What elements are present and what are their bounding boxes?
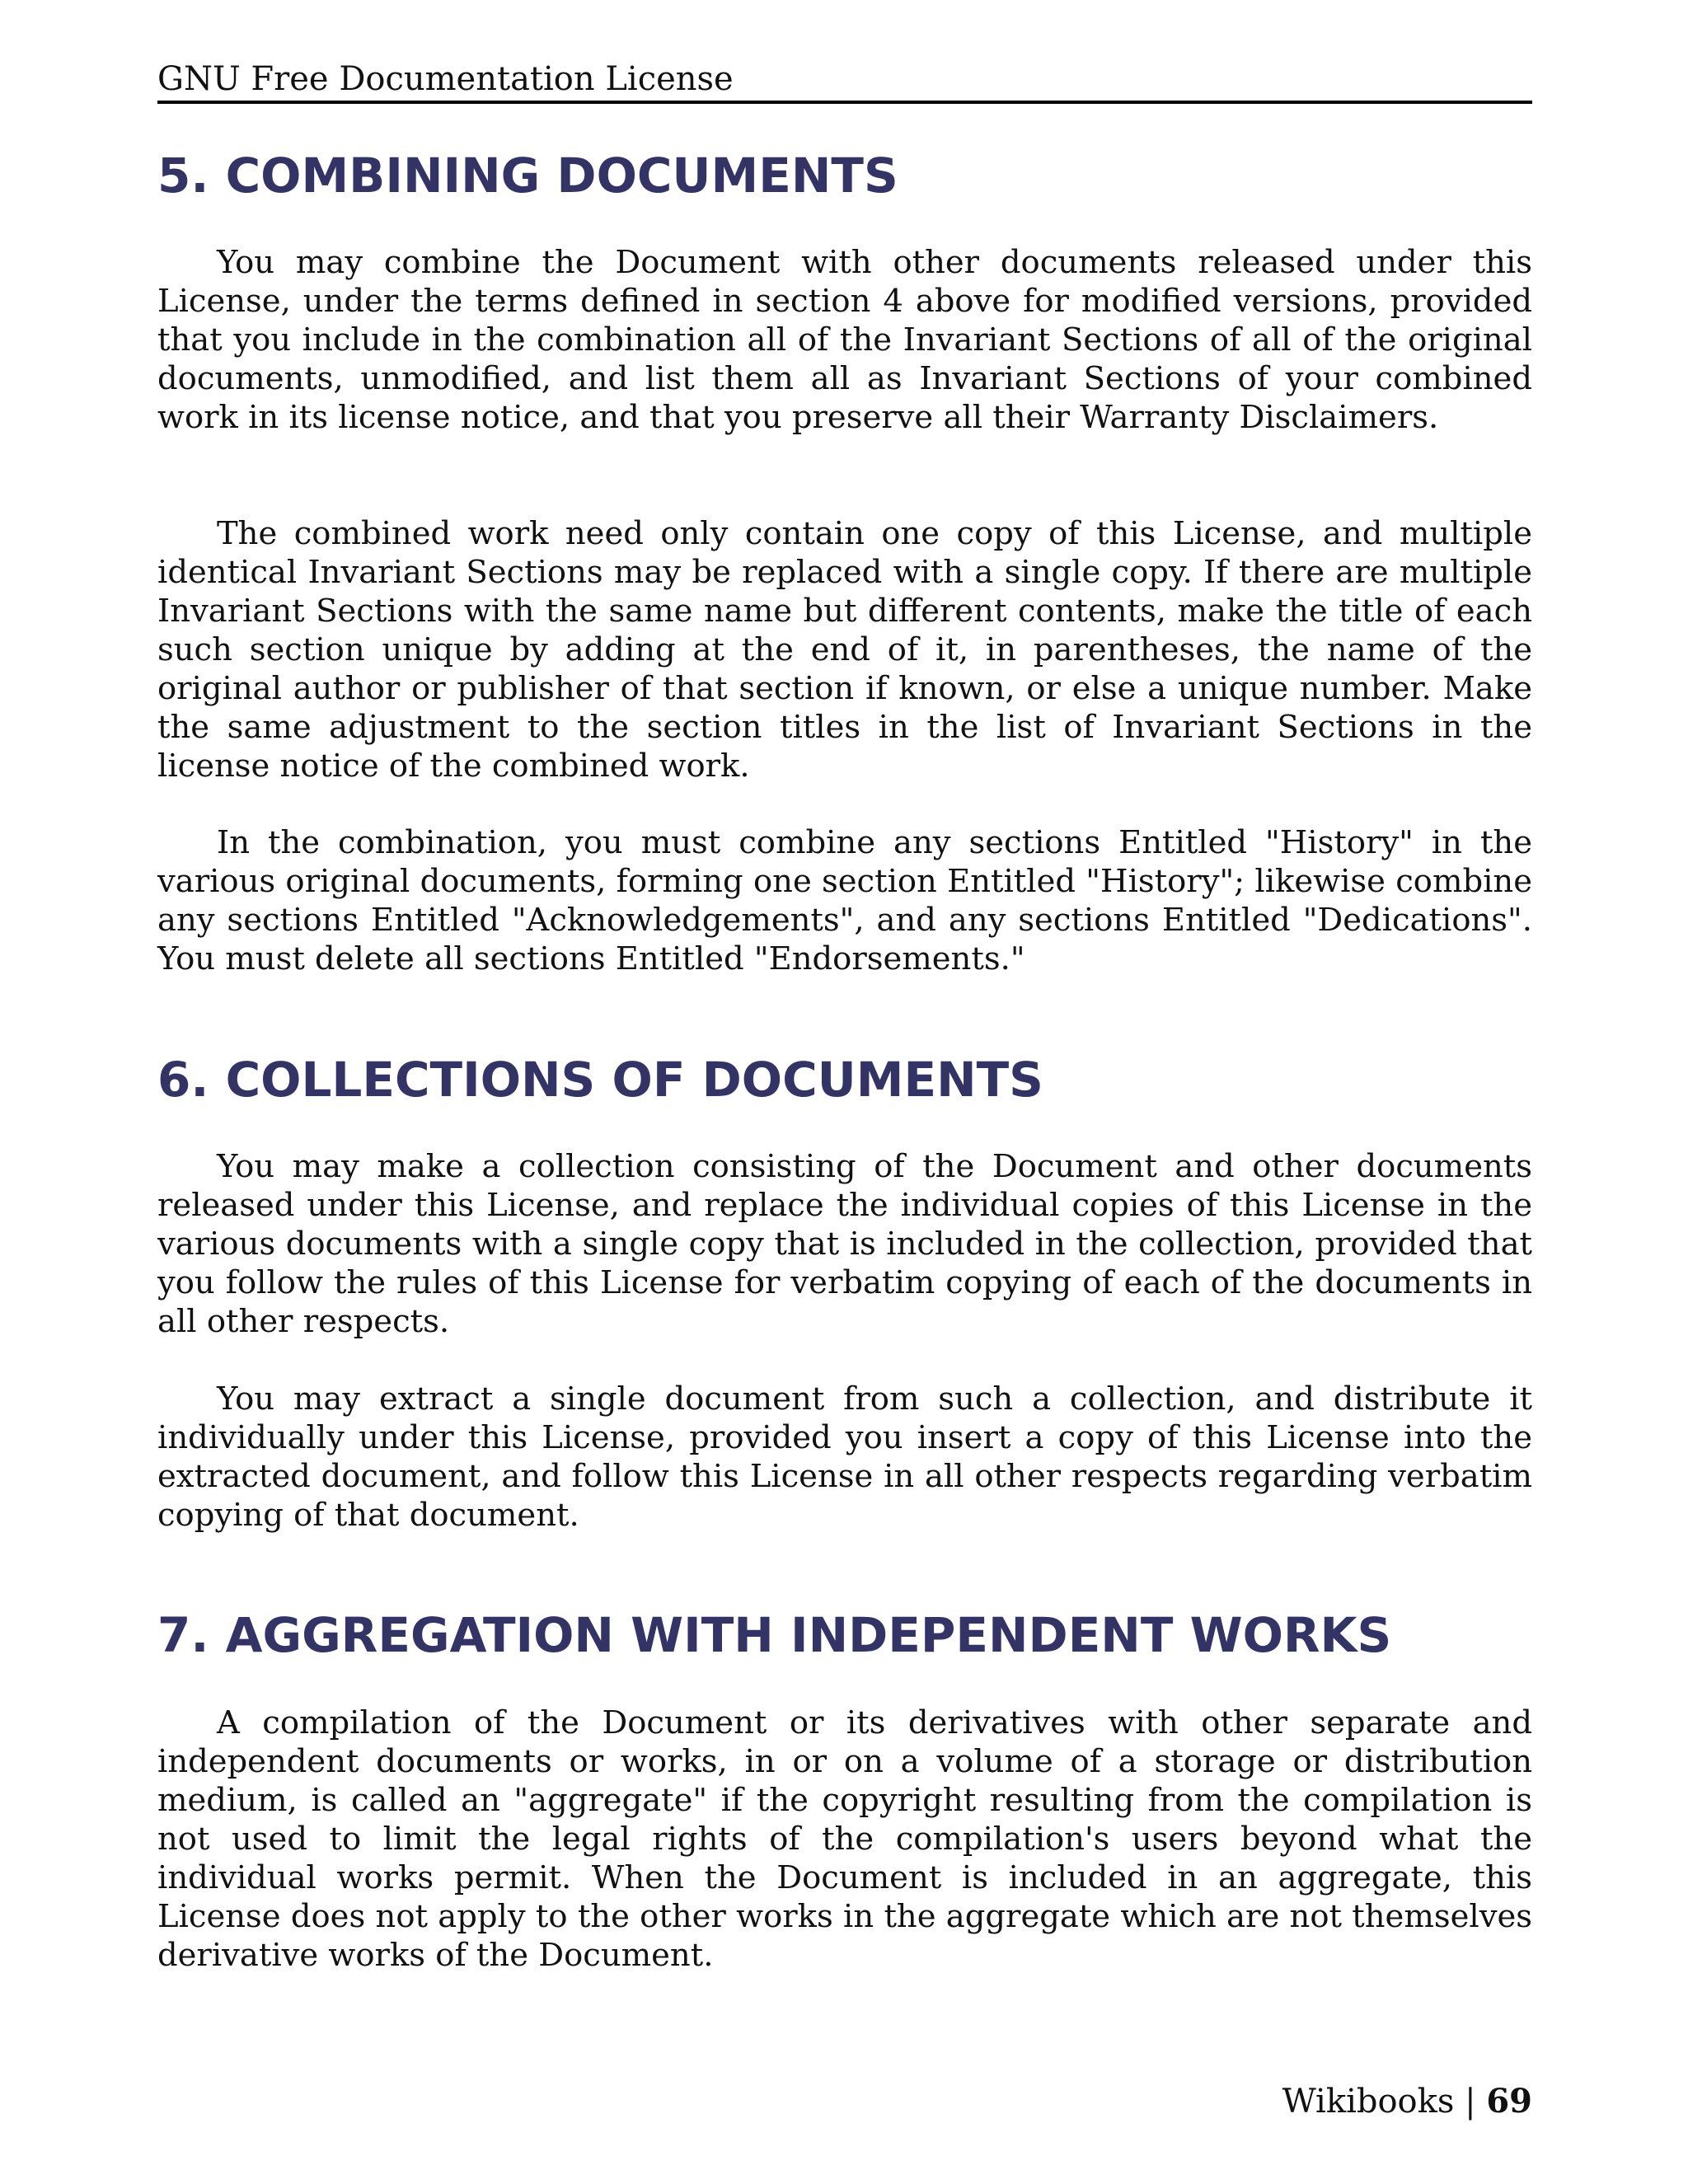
paragraph: You may make a collection consisting of the Document and other documents released under this License, and replace the individual copies of this License in the various documents with a single copy that is included in the collection, provided that you follow the rules of this License for verbatim copying of each of the documents in all other respects.: [157, 1148, 1532, 1340]
footer-separator: |: [1465, 2083, 1476, 2121]
section-title-aggregation: 7. AGGREGATION WITH INDEPENDENT WORKS: [157, 1607, 1392, 1663]
paragraph: In the combination, you must combine any sections Entitled "History" in the various original documents, forming one section Entitled "History"; likewise combine any sections Entitled "Acknowledgements", and any sections Entitled "Dedications". You must delete all sections Entitled "Endorsements.": [157, 824, 1532, 977]
section-title-collections-of-documents: 6. COLLECTIONS OF DOCUMENTS: [157, 1052, 1043, 1108]
paragraph: You may combine the Document with other documents released under this License, under the terms defined in section 4 above for modified versions, provided that you include in the combination all of the Invariant Sections of all of the original documents, unmodified, and list them all as Invariant Sections of your combined work in its license notice, and that you preserve all their Warranty Disclaimers.: [157, 244, 1532, 436]
paragraph: You may extract a single document from such a collection, and distribute it individually under this License, provided you insert a copy of this License into the extracted document, and follow this License in all other respects regarding verbatim copying of that document.: [157, 1380, 1532, 1534]
page-number: 69: [1486, 2082, 1532, 2121]
paragraph: A compilation of the Document or its derivatives with other separate and independent documents or works, in or on a volume of a storage or distribution medium, is called an "aggregate" if the copyright resulting from the compilation is not used to limit the legal rights of the compilation's users beyond what the individual works permit. When the Document is included in an aggregate, this License does not apply to the other works in the aggregate which are not themselves derivative works of the Document.: [157, 1704, 1532, 1974]
paragraph: The combined work need only contain one copy of this License, and multiple identical Invariant Sections may be replaced with a single copy. If there are multiple Invariant Sections with the same name but different contents, make the title of each such section unique by adding at the end of it, in parentheses, the name of the original author or publisher of that section if known, or else a unique number. Make the same adjustment to the section titles in the list of Invariant Sections in the license notice of the combined work.: [157, 515, 1532, 785]
section-title-combining-documents: 5. COMBINING DOCUMENTS: [157, 148, 898, 204]
page-footer: [1282, 2081, 1532, 2122]
running-header: GNU Free Documentation License: [157, 54, 1532, 104]
footer-publisher: Wikibooks: [1282, 2083, 1455, 2121]
